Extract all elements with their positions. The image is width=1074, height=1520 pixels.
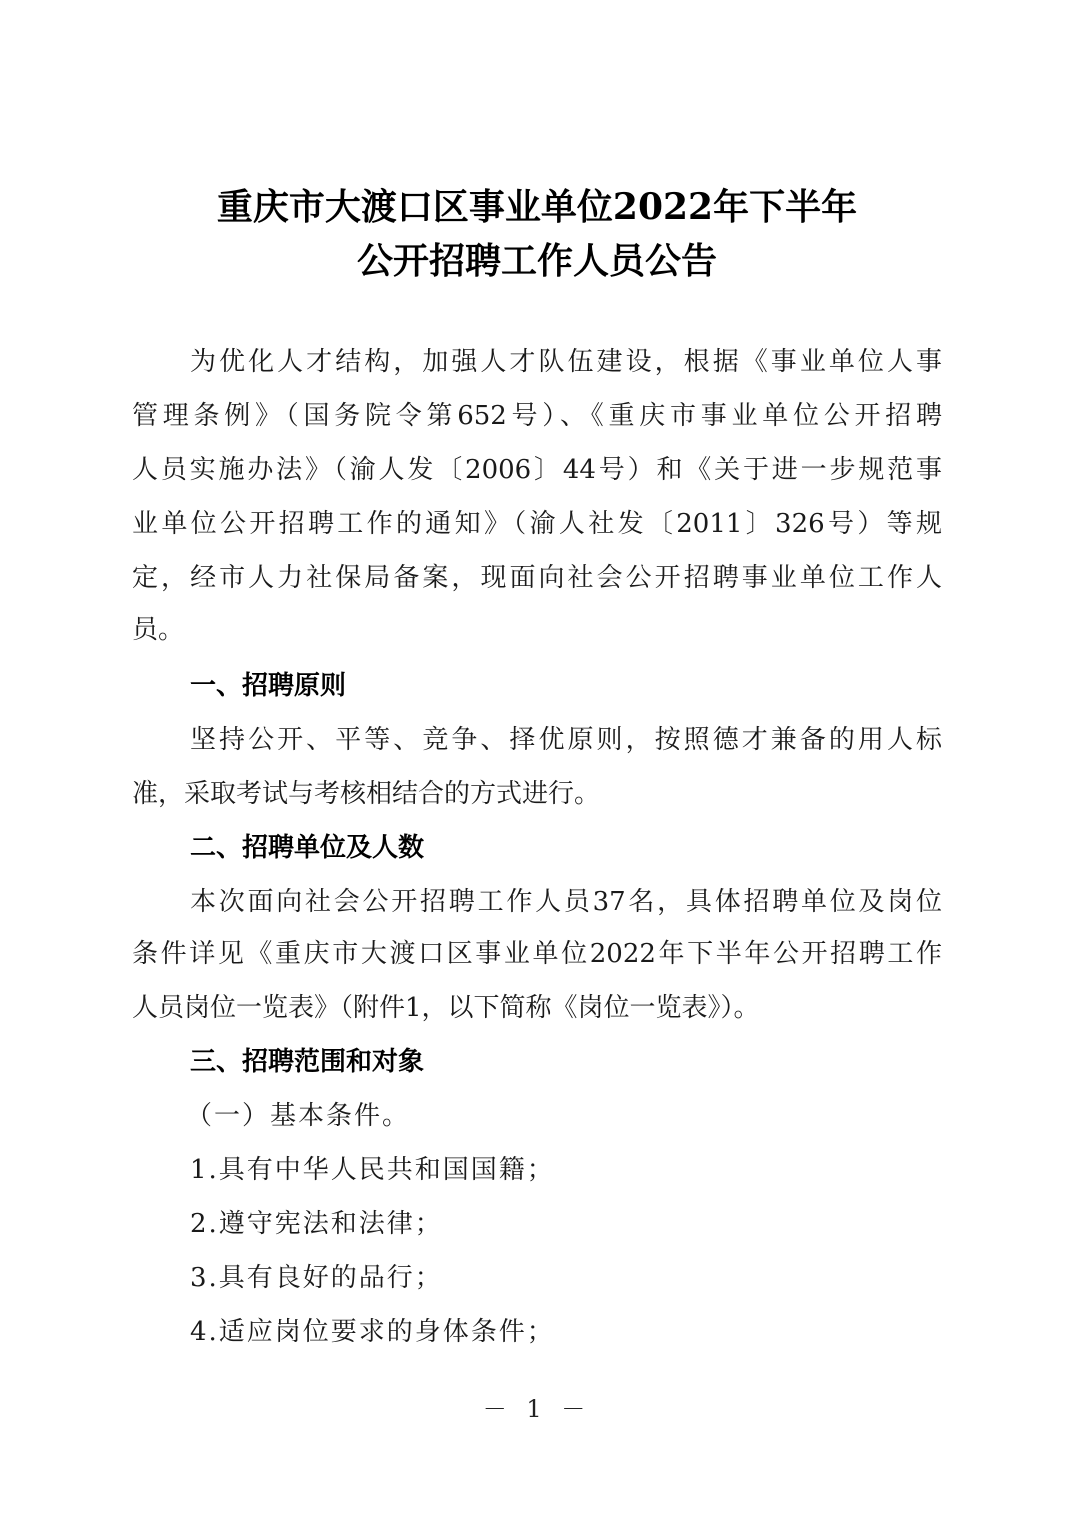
- paragraph-line: 人员岗位一览表》（附件1，以下简称《岗位一览表》）。: [132, 993, 760, 1023]
- page-number: － 1 －: [482, 1395, 592, 1423]
- paragraph-line: 人员实施办法》（渝人发〔2006〕44号）和《关于进一步规范事: [132, 455, 942, 485]
- paragraph-line: 为优化人才结构，加强人才队伍建设，根据《事业单位人事: [190, 347, 942, 377]
- paragraph-line: 业单位公开招聘工作的通知》（渝人社发〔2011〕326号）等规: [132, 509, 942, 539]
- paragraph-line: 坚持公开、平等、竞争、择优原则，按照德才兼备的用人标: [190, 725, 942, 755]
- subsection-heading: （一）基本条件。: [186, 1101, 411, 1131]
- document-title-line-1: 重庆市大渡口区事业单位2022年下半年: [216, 186, 858, 228]
- list-item: 4.适应岗位要求的身体条件；: [190, 1317, 555, 1347]
- section-heading-principles: 一、招聘原则: [190, 671, 347, 701]
- document-title-line-2: 公开招聘工作人员公告: [356, 240, 717, 282]
- list-item: 2.遵守宪法和法律；: [190, 1209, 443, 1239]
- paragraph-line: 条件详见《重庆市大渡口区事业单位2022年下半年公开招聘工作: [132, 939, 942, 969]
- section-heading-scope: 三、招聘范围和对象: [190, 1047, 425, 1077]
- paragraph-line: 管理条例》（国务院令第652号）、《重庆市事业单位公开招聘: [132, 401, 942, 431]
- section-heading-units: 二、招聘单位及人数: [190, 833, 425, 863]
- list-item: 3.具有良好的品行；: [190, 1263, 443, 1293]
- paragraph-line: 员。: [132, 615, 185, 645]
- paragraph-line: 定，经市人力社保局备案，现面向社会公开招聘事业单位工作人: [132, 563, 942, 593]
- paragraph-line: 本次面向社会公开招聘工作人员37名，具体招聘单位及岗位: [190, 887, 942, 917]
- paragraph-line: 准，采取考试与考核相结合的方式进行。: [132, 779, 601, 809]
- list-item: 1.具有中华人民共和国国籍；: [190, 1155, 555, 1185]
